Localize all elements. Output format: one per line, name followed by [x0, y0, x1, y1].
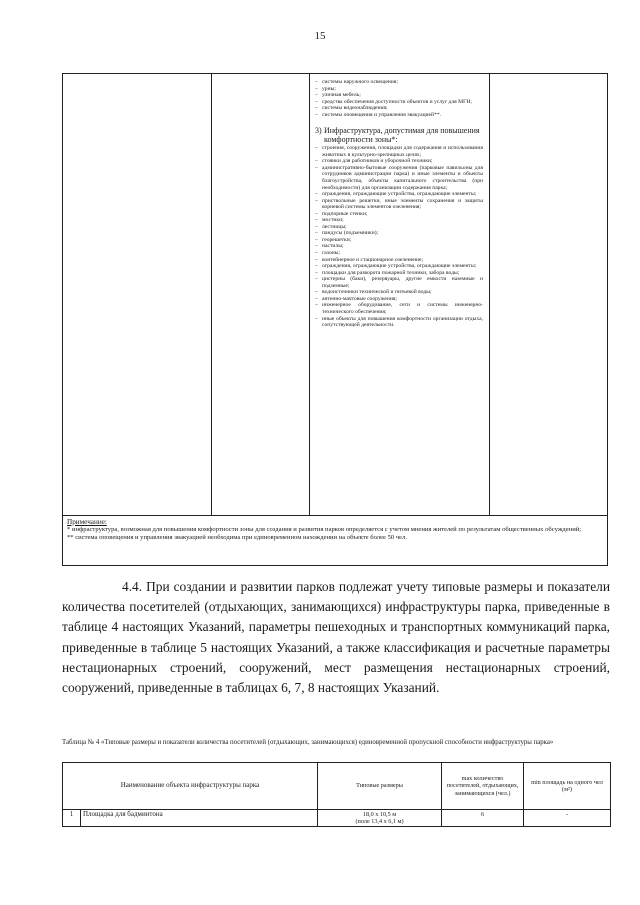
note-box: [62, 516, 608, 566]
list-item: – подпорные стенки;: [315, 211, 483, 218]
list-item: – ограждения, ограждающие устройства, ограждающие элементы;: [315, 191, 483, 198]
row-count: 6: [442, 810, 524, 827]
list-item: – ограждения, ограждающие устройства, ограждающие элементы;: [315, 263, 483, 270]
header-max-count: max количество посетителей, отдыхающих, занимающихся (чел.): [442, 763, 524, 810]
body-paragraph: 4.4. При создании и развитии парков подлежат учету типовые размеры и показатели количества посетителей (отдыхающих, занимающихся) инфраструктуры парка, приведенные в таблице 4 настоящих Указаний, параметры пешеходных и транспортных коммуникаций парка, приведенные в таблице 5 настоящих Указаний, а также классификация и расчетные параметры нестационарных строений, сооружений, мест размещения нестационарных строений, сооружений, приведенные в таблицах 6, 7, 8 настоящих Указаний.: [62, 579, 610, 696]
sizes-table: [62, 762, 611, 827]
list-item: – уличная мебель;: [315, 92, 483, 99]
list-item: – пандусы (подъемники);: [315, 230, 483, 237]
page-number: 15: [314, 30, 326, 42]
table-header-row: [63, 763, 611, 810]
list-item: – лестницы;: [315, 224, 483, 231]
list-item: – административно-бытовые сооружения (парковые павильоны для сотрудников администрации парка) и иные элементы и объекты благоустройства, объекты капитального строительства (при необходимости) для организации содержания парка;: [315, 165, 483, 191]
row-name: Площадка для бадминтона: [81, 810, 318, 827]
note-line: * инфраструктура, возможная для повышения комфортности зоны для создания и развития парков определяется с учетом мнения жителей по результатам общественных обсуждений;: [67, 526, 582, 534]
row-area: -: [524, 810, 611, 827]
infrastructure-cell: [315, 79, 483, 329]
list-item: – антенно-мачтовые сооружения;: [315, 296, 483, 303]
row-size: [318, 810, 442, 827]
list-item: – стоянки для работников и уборочной техники;: [315, 158, 483, 165]
list-item: – строения, сооружения, площадки для содержания и использования животных в культурно-зрелищных целях;: [315, 145, 483, 158]
list-item: – приствольные решетки, иные элементы сохранения и защиты корневой системы элементов озеленения;: [315, 198, 483, 211]
list-item: – системы видеонаблюдения;: [315, 105, 483, 112]
list-item: – системы наружного освещения;: [315, 79, 483, 86]
list-item: – инженерное оборудование, сети и системы инженерно-технического обеспечения;: [315, 302, 483, 315]
infrastructure-list-1: [315, 79, 483, 118]
column-divider: [309, 74, 310, 515]
list-item: – водоисточники технической и питьевой воды;: [315, 289, 483, 296]
list-item: – настилы;: [315, 243, 483, 250]
list-item: – иные объекты для повышения комфортности организации отдыха, сопутствующей деятельности.: [315, 316, 483, 329]
header-min-area: min площадь на одного чел (м²): [524, 763, 611, 810]
list-item: – площадки для разворота пожарной техники, забора воды;: [315, 270, 483, 277]
column-divider: [211, 74, 212, 515]
header-name: Наименование объекта инфраструктуры парка: [63, 763, 318, 810]
infrastructure-list-2: [315, 145, 483, 328]
infrastructure-table: [62, 73, 608, 516]
row-size-main: 18,0 х 10,5 м: [362, 811, 397, 818]
list-item: – цистерны (баки), резервуары, другие емкости наземные и подземные;: [315, 276, 483, 289]
row-size-field: (поле 13,4 х 6,1 м): [355, 818, 404, 826]
table-row: [63, 810, 611, 827]
section-heading: [315, 126, 483, 144]
list-item: – георешетки;: [315, 237, 483, 244]
list-item: – газоны;: [315, 250, 483, 257]
list-item: – средства обеспечения доступности объектов и услуг для МГН;: [315, 99, 483, 106]
section-title: Инфраструктура, допустимая для повышения комфортности зоны*:: [324, 126, 480, 145]
note-title: Примечание:: [67, 518, 107, 526]
table-caption: Таблица № 4 «Типовые размеры и показатели количества посетителей (отдыхающих, занимающихся) единовременной пропускной способности инфраструктуры парка»: [62, 739, 554, 746]
list-item: – урны;: [315, 86, 483, 93]
column-divider: [489, 74, 490, 515]
header-sizes: Типовые размеры: [318, 763, 442, 810]
row-number: 1: [63, 810, 81, 827]
section-number: 3): [315, 126, 322, 136]
list-item: – системы оповещения и управления эвакуацией**.: [315, 112, 483, 119]
list-item: – контейнерное и стационарное озеленение;: [315, 257, 483, 264]
note-line: ** система оповещения и управления эвакуацией необходима при единовременном нахождении на объекте более 50 чел.: [67, 534, 408, 542]
list-item: – мостики;: [315, 217, 483, 224]
